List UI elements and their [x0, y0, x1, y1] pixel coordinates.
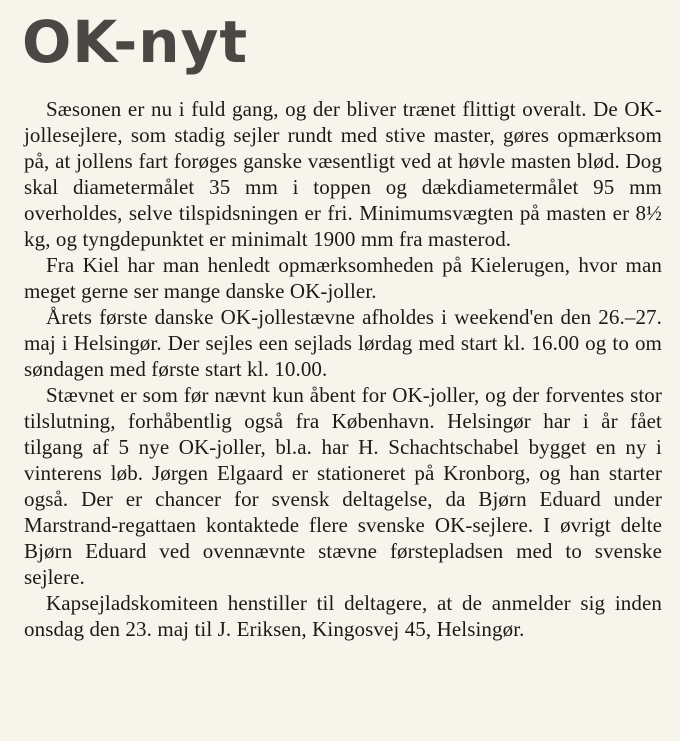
article-body — [22, 96, 662, 642]
paragraph-regatta: Årets første danske OK-jollestævne afholdes i weekend'en den 26.–27. maj i Helsingør. Der sejles een sejlads lørdag med start kl. 16.00 og to om søndagen med første start kl. 10.00. — [24, 305, 662, 381]
paragraph-season: Sæsonen er nu i fuld gang, og der bliver trænet flittigt overalt. De OK-jollesejlere, som stadig sejler rundt med stive master, gøres opmærksom på, at jollens fart forøges ganske væsentligt ved at høvle masten blød. Dog skal diametermålet 35 mm i toppen og dækdiametermålet 95 mm overholdes, selve tilspidsningen er fri. Minimumsvægten på masten er 8½ kg, og tyngdepunktet er minimalt 1900 mm fra masterod. — [24, 97, 662, 251]
paragraph-event: Stævnet er som før nævnt kun åbent for OK-joller, og der forventes stor tilslutning, forhåbentlig også fra København. Helsingør har i år fået tilgang af 5 nye OK-joller, bl.a. har H. Schachtschabel bygget en ny i vinterens løb. Jørgen Elgaard er stationeret på Kronborg, og han starter også. Der er chancer for svensk deltagelse, da Bjørn Eduard under Marstrand-regattaen kontaktede flere svenske OK-sejlere. I øvrigt delte Bjørn Eduard ved ovennævnte stævne førstepladsen med to svenske sejlere. — [24, 383, 662, 589]
paragraph-registration: Kapsejladskomiteen henstiller til deltagere, at de anmelder sig inden onsdag den 23. maj til J. Eriksen, Kingosvej 45, Helsingør. — [24, 591, 662, 641]
article-title: OK-nyt — [22, 8, 249, 76]
paragraph-kiel: Fra Kiel har man henledt opmærksomheden på Kielerugen, hvor man meget gerne ser mange danske OK-joller. — [24, 253, 662, 303]
